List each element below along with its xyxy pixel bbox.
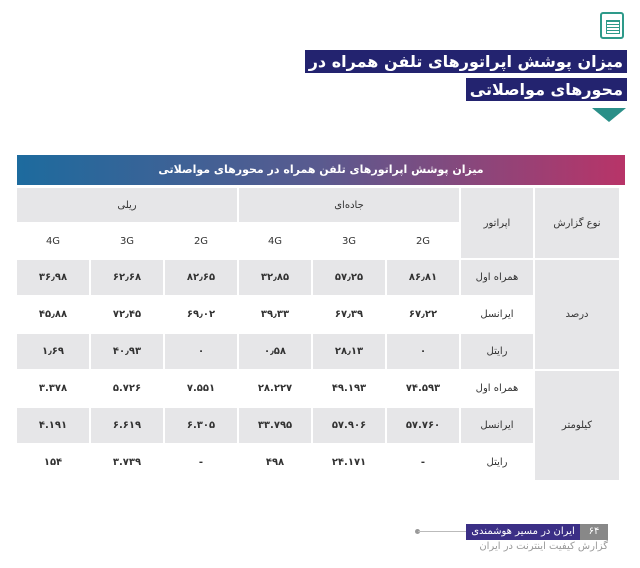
header-road: جاده‌ای (239, 188, 459, 222)
table-caption: میزان پوشش اپراتورهای تلفن همراه در محورهای مواصلاتی (17, 155, 625, 185)
table-icon (600, 12, 624, 39)
road-value-cell: ۶۷٫۲۲ (408, 309, 438, 320)
operator-cell: رایتل (486, 457, 508, 468)
rail-value-cell: ۳.۷۳۹ (112, 457, 142, 468)
page-title-line2: محورهای مواصلاتی (466, 78, 627, 101)
operator-cell: ایرانسل (461, 408, 533, 443)
rail-value-cell: ۶۲٫۶۸ (91, 260, 163, 295)
road-value-cell: ۳۳.۷۹۵ (239, 408, 311, 443)
rail-value-cell: ۳۶٫۹۸ (17, 260, 89, 295)
road-value-cell: ۵۷٫۲۵ (313, 260, 385, 295)
triangle-marker-icon (592, 108, 626, 122)
report-type-cell: درصد (535, 260, 619, 369)
rail-value-cell: ۷۲٫۴۵ (112, 309, 142, 320)
rail-value-cell: ۸۲٫۶۵ (165, 260, 237, 295)
rail-value-cell: ۴۰٫۹۳ (91, 334, 163, 369)
operator-cell: ایرانسل (480, 309, 514, 320)
operator-cell: همراه اول (461, 260, 533, 295)
report-type-cell: کیلومتر (535, 371, 619, 480)
road-value-cell: ۶۷٫۳۹ (334, 309, 364, 320)
footer-subtitle: گزارش کیفیت اینترنت در ایران (479, 541, 608, 552)
header-road-4g: 4G (267, 235, 283, 247)
rail-value-cell: ۰ (165, 334, 237, 369)
road-value-cell: ۳۲٫۸۵ (239, 260, 311, 295)
rail-value-cell: ۶.۶۱۹ (91, 408, 163, 443)
table-row (17, 334, 619, 369)
table-row (17, 445, 619, 480)
table-row (17, 260, 619, 295)
page-title-line1: میزان پوشش اپراتورهای تلفن همراه در (305, 50, 627, 73)
header-rail: ریلی (17, 188, 237, 222)
rail-value-cell: ۵.۷۲۶ (112, 383, 142, 394)
header-rail-3g: 3G (119, 235, 135, 247)
table-row (17, 408, 619, 443)
road-value-cell: ۰ (387, 334, 459, 369)
road-value-cell: ۵۷.۷۶۰ (387, 408, 459, 443)
header-road-2g: 2G (415, 235, 431, 247)
coverage-table (15, 186, 621, 482)
footer-line (418, 531, 466, 532)
footer-series: ایران در مسیر هوشمندی (466, 524, 580, 540)
rail-value-cell: ۴.۱۹۱ (17, 408, 89, 443)
rail-value-cell: ۷.۵۵۱ (186, 383, 216, 394)
header-rail-4g: 4G (45, 235, 61, 247)
rail-value-cell: - (198, 457, 204, 468)
road-value-cell: - (420, 457, 426, 468)
road-value-cell: ۴۹.۱۹۳ (331, 383, 367, 394)
road-value-cell: ۸۶٫۸۱ (387, 260, 459, 295)
road-value-cell: ۳۹٫۳۳ (260, 309, 290, 320)
road-value-cell: ۴۹۸ (265, 457, 285, 468)
rail-value-cell: ۶.۳۰۵ (165, 408, 237, 443)
rail-value-cell: ۴۵٫۸۸ (38, 309, 68, 320)
road-value-cell: ۲۴.۱۷۱ (331, 457, 367, 468)
rail-value-cell: ۱٫۶۹ (17, 334, 89, 369)
road-value-cell: ۷۴.۵۹۳ (405, 383, 441, 394)
header-rail-2g: 2G (193, 235, 209, 247)
road-value-cell: ۲۸.۲۲۷ (257, 383, 293, 394)
rail-value-cell: ۶۹٫۰۲ (186, 309, 216, 320)
road-value-cell: ۲۸٫۱۳ (313, 334, 385, 369)
table-row (17, 371, 619, 406)
road-value-cell: ۵۷.۹۰۶ (313, 408, 385, 443)
header-road-3g: 3G (341, 235, 357, 247)
rail-value-cell: ۱۵۴ (43, 457, 63, 468)
header-report-type: نوع گزارش (535, 188, 619, 258)
header-operator: اپراتور (461, 188, 533, 258)
rail-value-cell: ۳.۳۷۸ (38, 383, 68, 394)
road-value-cell: ۰٫۵۸ (239, 334, 311, 369)
operator-cell: رایتل (461, 334, 533, 369)
operator-cell: همراه اول (475, 383, 519, 394)
table-row (17, 297, 619, 332)
page-number: ۶۴ (580, 524, 608, 540)
